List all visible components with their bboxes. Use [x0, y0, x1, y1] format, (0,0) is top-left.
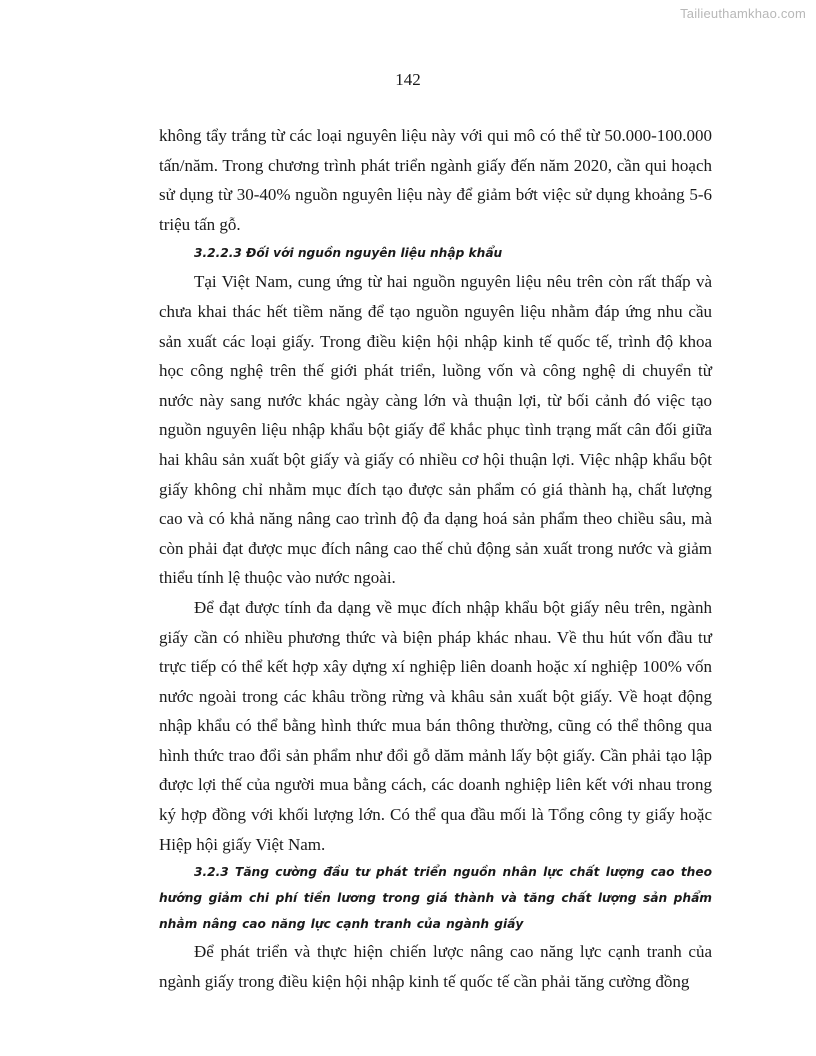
section-heading-3-2-2-3: 3.2.2.3 Đối với nguồn nguyên liệu nhập khẩu: [194, 246, 503, 261]
section-heading-3-2-3: 3.2.3 Tăng cường đầu tư phát triển nguồn nhân lực chất lượng cao theo hướng giảm chi phí tiền lương trong giá thành và tăng chất lượng sản phẩm nhằm nâng cao năng lực cạnh tranh của ngành giấy: [159, 865, 712, 932]
document-body: [159, 121, 712, 996]
paragraph-development-strategy: Để phát triển và thực hiện chiến lược nâng cao năng lực cạnh tranh của ngành giấy trong điều kiện hội nhập kinh tế quốc tế cần phải tăng cường đồng: [159, 942, 712, 991]
paragraph-vietnam-supply: Tại Việt Nam, cung ứng từ hai nguồn nguyên liệu nêu trên còn rất thấp và chưa khai thác hết tiềm năng để tạo nguồn nguyên liệu nhằm đáp ứng nhu cầu sản xuất các loại giấy. Trong điều kiện hội nhập kinh tế quốc tế, trình độ khoa học công nghệ trên thế giới phát triển, luồng vốn và công nghệ di chuyển từ nước này sang nước khác ngày càng lớn và thuận lợi, từ bối cảnh đó việc tạo nguồn nguyên liệu nhập khẩu bột giấy để khắc phục tình trạng mất cân đối giữa hai khâu sản xuất bột giấy và giấy có nhiều cơ hội thuận lợi. Việc nhập khẩu bột giấy không chỉ nhằm mục đích tạo được sản phẩm có giá thành hạ, chất lượng cao và có khả năng nâng cao trình độ đa dạng hoá sản phẩm theo chiều sâu, mà còn phải đạt được mục đích nâng cao thế chủ động sản xuất trong nước và giảm thiểu tính lệ thuộc vào nước ngoài.: [159, 272, 712, 588]
paragraph-import-diversity: Để đạt được tính đa dạng về mục đích nhập khẩu bột giấy nêu trên, ngành giấy cần có nhiều phương thức và biện pháp khác nhau. Về thu hút vốn đầu tư trực tiếp có thể kết hợp xây dựng xí nghiệp liên doanh hoặc xí nghiệp 100% vốn nước ngoài trong các khâu trồng rừng và khâu sản xuất bột giấy. Về hoạt động nhập khẩu có thể bằng hình thức mua bán thông thường, cũng có thể thông qua hình thức trao đổi sản phẩm như đổi gỗ dăm mảnh lấy bột giấy. Cần phải tạo lập được lợi thế của người mua bằng cách, các doanh nghiệp liên kết với nhau trong ký hợp đồng với khối lượng lớn. Có thể qua đầu mối là Tổng công ty giấy hoặc Hiệp hội giấy Việt Nam.: [159, 597, 712, 854]
page-number: 142: [395, 70, 421, 89]
paragraph-continuation: không tẩy trắng từ các loại nguyên liệu này với qui mô có thể từ 50.000-100.000 tấn/năm. Trong chương trình phát triển ngành giấy đến năm 2020, cần qui hoạch sử dụng từ 30-40% nguồn nguyên liệu này để giảm bớt việc sử dụng khoảng 5-6 triệu tấn gỗ.: [159, 126, 712, 234]
watermark-text: Tailieuthamkhao.com: [680, 6, 806, 21]
